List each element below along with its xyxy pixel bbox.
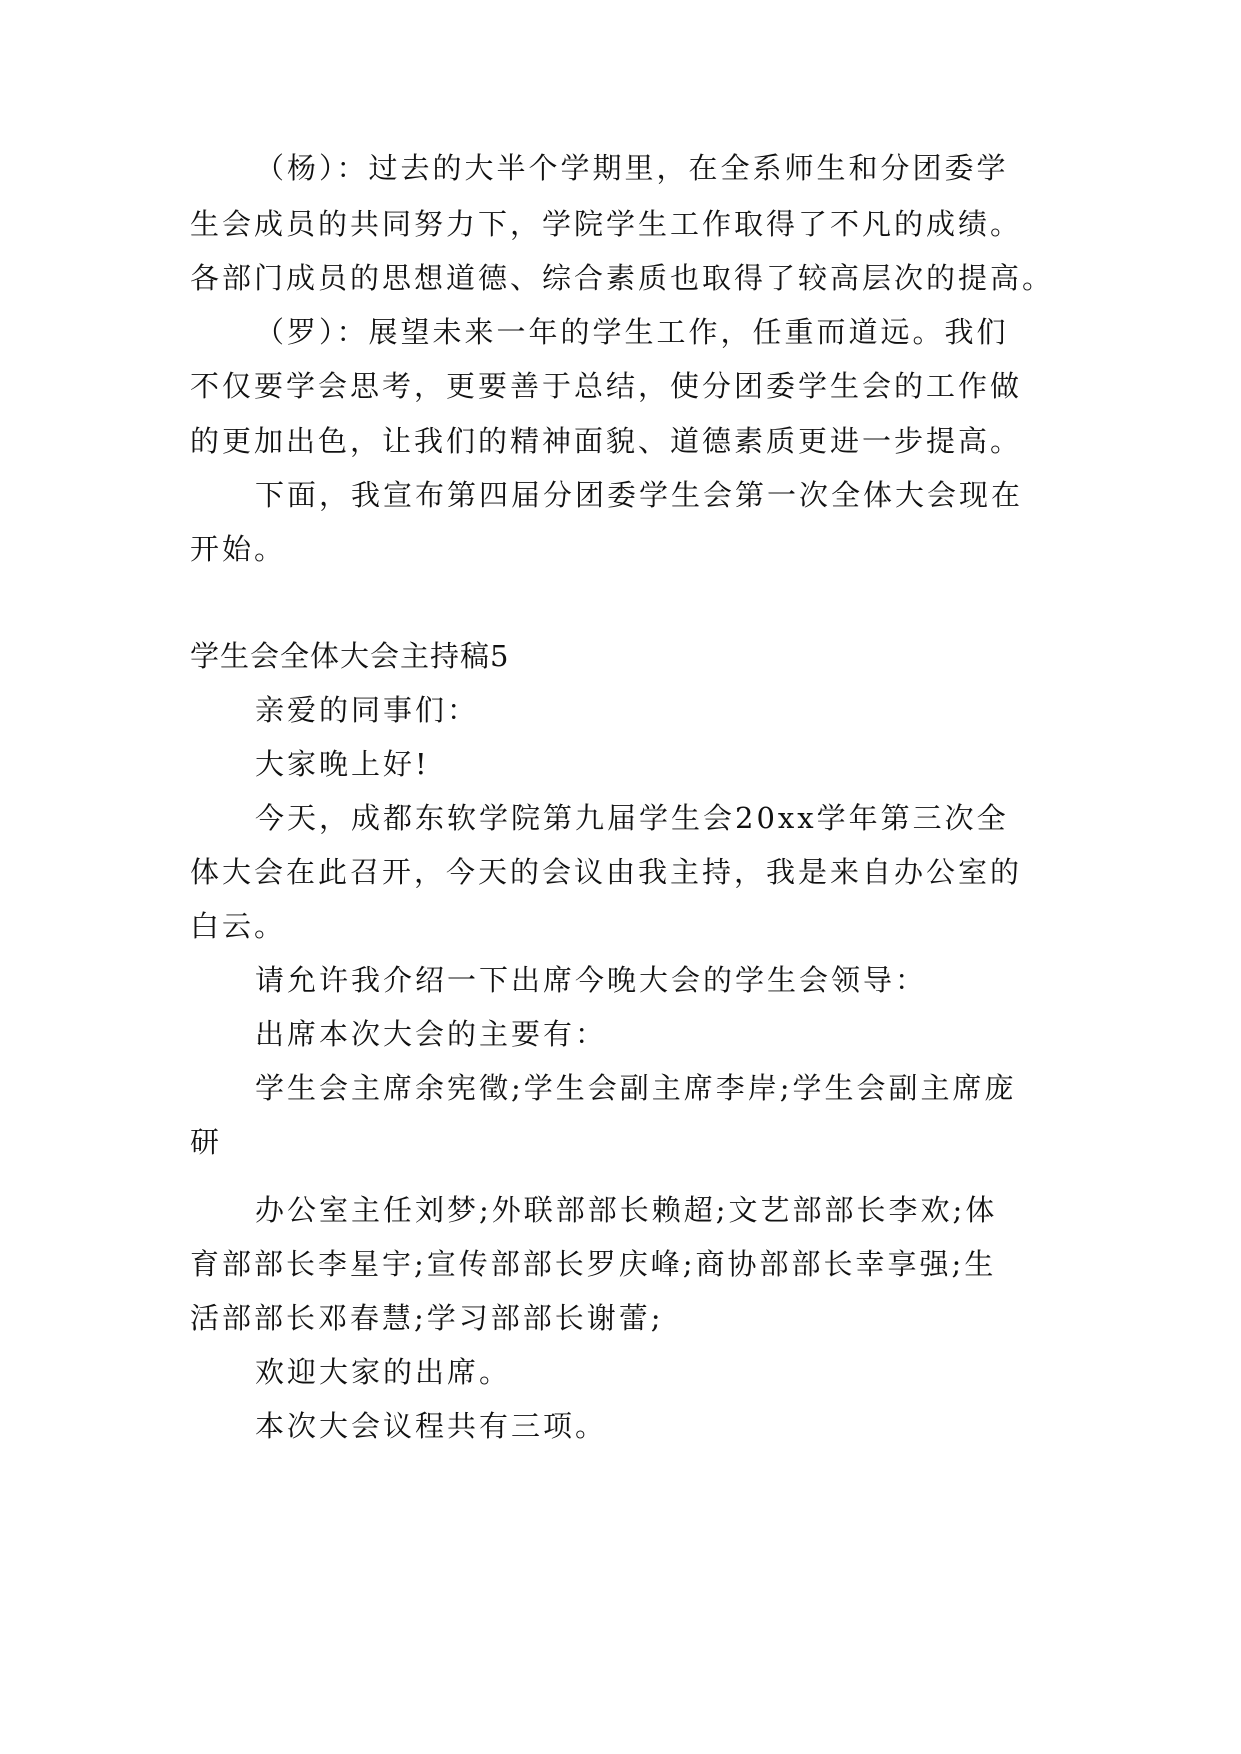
paragraph-luo-line-1: （罗）：展望未来一年的学生工作，任重而道远。我们 [255,315,1009,349]
paragraph-luo-line-2: 不仅要学会思考，更要善于总结，使分团委学生会的工作做 [190,369,1023,403]
paragraph-announce-line-2: 开始。 [190,532,287,566]
paragraph-yang-line-1: （杨）：过去的大半个学期里，在全系师生和分团委学 [255,151,1009,185]
leaders-line-2: 研 [190,1125,223,1159]
paragraph-today-line-2: 体大会在此召开，今天的会议由我主持，我是来自办公室的 [190,855,1023,889]
paragraph-yang-line-3: 各部门成员的思想道德、综合素质也取得了较高层次的提高。 [190,261,1055,295]
welcome: 欢迎大家的出席。 [255,1355,512,1389]
greeting: 亲爱的同事们： [255,693,480,727]
department-heads-line-2: 育部部长李星宇;宣传部部长罗庆峰;商协部部长幸享强;生 [190,1247,997,1281]
agenda: 本次大会议程共有三项。 [255,1409,608,1443]
leaders-line-1: 学生会主席余宪徵;学生会副主席李岸;学生会副主席庞 [255,1071,1017,1105]
paragraph-yang-line-2: 生会成员的共同努力下，学院学生工作取得了不凡的成绩。 [190,207,1023,241]
evening-greeting: 大家晚上好! [255,747,430,781]
department-heads-line-3: 活部部长邓春慧;学习部部长谢蕾; [190,1301,664,1335]
department-heads-line-1: 办公室主任刘梦;外联部部长赖超;文艺部部长李欢;体 [255,1193,998,1227]
paragraph-luo-line-3: 的更加出色，让我们的精神面貌、道德素质更进一步提高。 [190,424,1023,458]
attendees-intro: 出席本次大会的主要有： [255,1017,608,1051]
paragraph-announce-line-1: 下面，我宣布第四届分团委学生会第一次全体大会现在 [255,478,1024,512]
intro-leaders: 请允许我介绍一下出席今晚大会的学生会领导： [255,963,928,997]
paragraph-today-line-3: 白云。 [190,909,287,943]
paragraph-today-line-1: 今天，成都东软学院第九届学生会20xx学年第三次全 [255,801,1009,835]
section-title: 学生会全体大会主持稿5 [190,639,510,673]
